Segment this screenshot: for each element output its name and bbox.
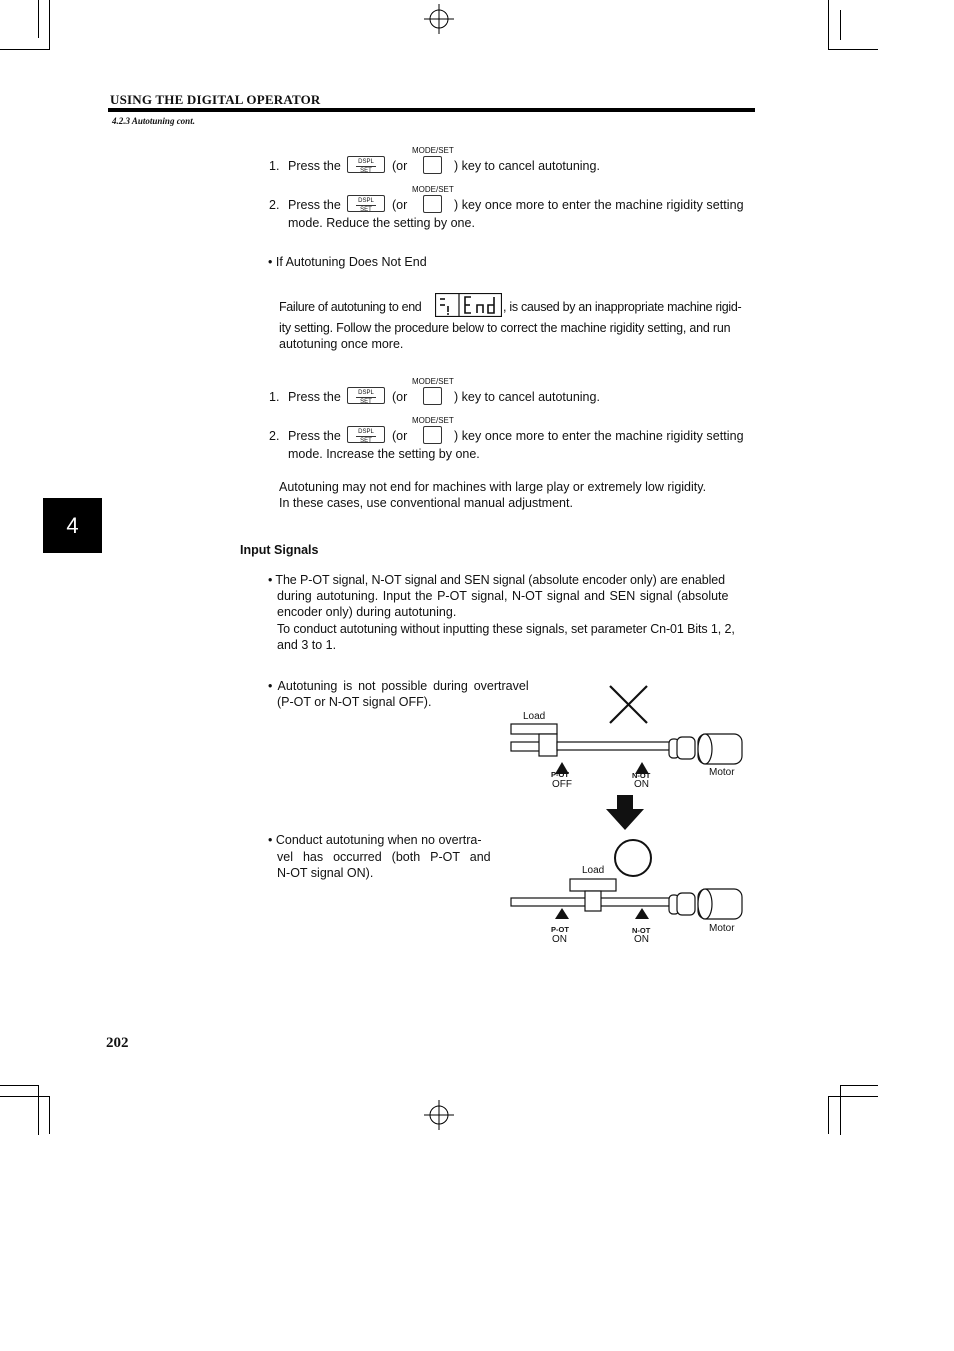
step-number: 2. — [269, 198, 280, 212]
mode-set-key-icon — [423, 426, 442, 444]
segment-display-icon — [435, 293, 502, 317]
overtravel-diagram — [505, 680, 755, 800]
paragraph-text: (P-OT or N-OT signal OFF). — [277, 695, 432, 709]
not-state: ON — [634, 934, 649, 945]
crop-mark — [840, 1085, 878, 1086]
pot-label: P-OT — [551, 925, 569, 934]
step-number: 1. — [269, 159, 280, 173]
not-label: N-OT — [632, 926, 651, 935]
not-label: N-OT — [632, 771, 651, 780]
dspl-set-key-icon: DSPL SET — [347, 195, 385, 212]
step-number: 1. — [269, 390, 280, 404]
step-text: ) key to cancel autotuning. — [454, 390, 600, 404]
step-text: Press the — [288, 429, 341, 443]
step-text: ) key to cancel autotuning. — [454, 159, 600, 173]
arrow-down-icon — [606, 795, 644, 831]
step-text: Press the — [288, 198, 341, 212]
motor-label: Motor — [709, 767, 735, 778]
crop-mark — [840, 1085, 841, 1135]
section-heading: Input Signals — [240, 543, 319, 557]
crop-mark — [828, 0, 829, 50]
mode-set-label: MODE/SET — [412, 146, 454, 155]
mode-set-key-icon — [423, 195, 442, 213]
note-text: Autotuning may not end for machines with large play or extremely low rigidity. — [279, 480, 707, 494]
paragraph-text: • The P-OT signal, N-OT signal and SEN signal (absolute encoder only) are enabled — [268, 573, 725, 587]
crop-mark — [828, 49, 878, 50]
mode-set-label: MODE/SET — [412, 377, 454, 386]
crop-mark — [49, 0, 50, 50]
load-label: Load — [523, 711, 546, 722]
step-text: (or — [392, 429, 408, 443]
crop-mark — [38, 1085, 39, 1135]
dspl-set-key-icon: DSPL SET — [347, 387, 385, 404]
paragraph-text: during autotuning. Input the P-OT signal, N-OT signal and SEN signal (absolute — [277, 589, 729, 603]
paragraph-text: N-OT signal ON). — [277, 866, 374, 880]
crop-mark — [0, 1096, 50, 1097]
note-text: In these cases, use conventional manual adjustment. — [279, 496, 573, 510]
section-title: USING THE DIGITAL OPERATOR — [110, 92, 321, 107]
mode-set-key-icon — [423, 156, 442, 174]
paragraph-text: autotuning once more. — [279, 337, 404, 351]
mode-set-label: MODE/SET — [412, 416, 454, 425]
header-rule — [108, 108, 755, 112]
step-text: (or — [392, 198, 408, 212]
crop-mark — [0, 49, 50, 50]
crop-mark — [828, 1096, 878, 1097]
pot-label: P-OT — [551, 770, 569, 779]
paragraph-text: vel has occurred (both P-OT and — [277, 850, 491, 864]
paragraph-text: To conduct autotuning without inputting these signals, set parameter Cn-01 Bits 1, 2, — [277, 622, 735, 636]
load-label: Load — [582, 865, 605, 876]
crop-mark — [840, 10, 841, 40]
step-text: mode. Increase the setting by one. — [288, 447, 480, 461]
registration-mark-top — [424, 4, 454, 34]
step-text: Press the — [288, 159, 341, 173]
step-text: Press the — [288, 390, 341, 404]
step-text: mode. Reduce the setting by one. — [288, 216, 475, 230]
paragraph-text: encoder only) during autotuning. — [277, 605, 457, 619]
pot-state: ON — [552, 934, 567, 945]
paragraph-text: ity setting. Follow the procedure below to correct the machine rigidity setting, and run — [279, 321, 731, 335]
dspl-set-key-icon: DSPL SET — [347, 156, 385, 173]
step-text: (or — [392, 390, 408, 404]
paragraph-text: and 3 to 1. — [277, 638, 337, 652]
subsection-label: 4.2.3 Autotuning cont. — [112, 116, 195, 126]
crop-mark — [49, 1096, 50, 1134]
paragraph-text: Failure of autotuning to end — [279, 300, 422, 314]
dspl-set-key-icon: DSPL SET — [347, 426, 385, 443]
allowed-icon — [615, 840, 651, 876]
chapter-tab: 4 — [43, 498, 102, 553]
pot-state: OFF — [552, 779, 572, 790]
step-text: (or — [392, 159, 408, 173]
bullet-heading: • If Autotuning Does Not End — [268, 255, 427, 269]
registration-mark-bottom — [424, 1100, 454, 1130]
paragraph-text: • Conduct autotuning when no overtra- — [268, 833, 482, 847]
motor-label: Motor — [709, 923, 735, 934]
crop-mark — [0, 1085, 38, 1086]
step-number: 2. — [269, 429, 280, 443]
mode-set-label: MODE/SET — [412, 185, 454, 194]
paragraph-text: , is caused by an inappropriate machine rigid- — [503, 300, 742, 314]
crop-mark — [828, 1096, 829, 1134]
mode-set-key-icon — [423, 387, 442, 405]
step-text: ) key once more to enter the machine rigidity setting — [454, 429, 744, 443]
page-number: 202 — [106, 1035, 129, 1051]
paragraph-text: • Autotuning is not possible during overtravel — [268, 679, 529, 693]
crop-mark — [38, 0, 39, 38]
step-text: ) key once more to enter the machine rigidity setting — [454, 198, 744, 212]
not-state: ON — [634, 779, 649, 790]
